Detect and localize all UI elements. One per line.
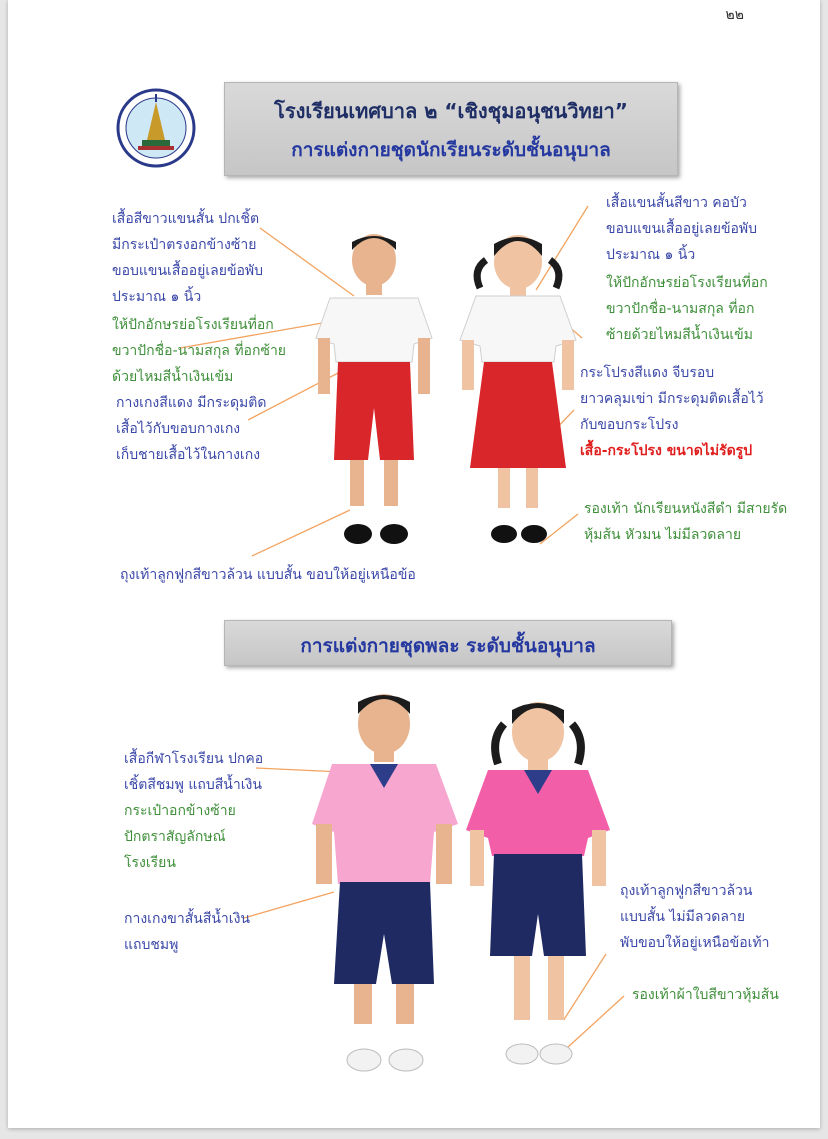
text-line: แบบสั้น ไม่มีลวดลาย [620, 909, 746, 925]
text-line: กางเกงสีแดง มีกระดุมติด [116, 395, 267, 411]
school-logo [116, 88, 196, 168]
text-line: ประมาณ ๑ นิ้ว [606, 247, 696, 263]
text-line: แถบชมพู [124, 937, 179, 953]
text-line: เสื้อสีขาวแขนสั้น ปกเชิ้ต [112, 211, 260, 227]
girl-skirt-description [580, 360, 764, 464]
pe-shorts-description [124, 906, 250, 958]
page-number: ๒๒ [725, 7, 744, 23]
text-line: กับขอบกระโปรง [580, 417, 679, 433]
text-line: เชิ้ตสีชมพู แถบสีน้ำเงิน [124, 777, 262, 793]
boy-shirt-description [112, 206, 263, 310]
text-line: มีกระเป๋าตรงอกข้างซ้าย [112, 237, 257, 253]
text-line: เสื้อแขนสั้นสีขาว คอบัว [606, 195, 747, 211]
text-line: เก็บชายเสื้อไว้ในกางเกง [116, 447, 261, 463]
text-line: ถุงเท้าลูกฟูกสีขาวล้วน [620, 883, 753, 899]
girl-embroidery-description [606, 270, 768, 348]
text-line: โรงเรียน [124, 855, 176, 871]
pe-socks-description [620, 878, 770, 956]
text-line: ให้ปักอักษรย่อโรงเรียนที่อก [112, 317, 274, 333]
boy-uniform-figure [308, 228, 440, 554]
pe-shoes-description: รองเท้าผ้าใบสีขาวหุ้มส้น [632, 987, 779, 1003]
socks-description: ถุงเท้าลูกฟูกสีขาวล้วน แบบสั้น ขอบให้อยู่เหนือข้อ [120, 567, 416, 583]
text-line: พับขอบให้อยู่เหนือข้อเท้า [620, 935, 770, 951]
boy-pe-figure [308, 684, 468, 1076]
document-page [8, 0, 820, 1128]
pe-title: การแต่งกายชุดพละ ระดับชั้นอนุบาล [300, 635, 596, 657]
shoes-description [584, 496, 787, 548]
text-line: ขวาปักชื่อ-นามสกุล ที่อกซ้าย [112, 343, 287, 359]
girl-uniform-figure [452, 230, 584, 552]
fit-note: เสื้อ-กระโปรง ขนาดไม่รัดรูป [580, 443, 753, 459]
header-banner [224, 82, 678, 176]
text-line: รองเท้า นักเรียนหนังสีดำ มีสายรัด [584, 501, 788, 517]
pe-shirt-description [124, 746, 263, 876]
text-line: ขอบแขนเสื้ออยู่เลยข้อพับ [112, 263, 264, 279]
text-line: ให้ปักอักษรย่อโรงเรียนที่อก [606, 275, 768, 291]
text-line: หุ้มส้น หัวมน ไม่มีลวดลาย [584, 527, 742, 543]
text-line: กระเป๋าอกข้างซ้าย [124, 803, 236, 819]
uniform-subtitle: การแต่งกายชุดนักเรียนระดับชั้นอนุบาล [291, 139, 611, 161]
text-line: ปักตราสัญลักษณ์ [124, 829, 226, 845]
school-name: โรงเรียนเทศบาล ๒ “เชิงชุมอนุชนวิทยา” [274, 99, 628, 123]
text-line: ยาวคลุมเข่า มีกระดุมติดเสื้อไว้ [580, 391, 764, 407]
text-line: กางเกงขาสั้นสีน้ำเงิน [124, 911, 250, 927]
text-line: ขอบแขนเสื้ออยู่เลยข้อพับ [606, 221, 758, 237]
pe-banner [224, 620, 672, 666]
text-line: ด้วยไหมสีน้ำเงินเข้ม [112, 369, 234, 385]
text-line: ขวาปักชื่อ-นามสกุล ที่อก [606, 301, 755, 317]
boy-shorts-description [116, 390, 266, 468]
text-line: เสื้อไว้กับขอบกางเกง [116, 421, 241, 437]
boy-embroidery-description [112, 312, 286, 390]
text-line: กระโปรงสีแดง จีบรอบ [580, 365, 715, 381]
text-line: ซ้ายด้วยไหมสีน้ำเงินเข้ม [606, 327, 753, 343]
text-line: ประมาณ ๑ นิ้ว [112, 289, 202, 305]
girl-pe-figure [464, 694, 614, 1074]
text-line: เสื้อกีฬาโรงเรียน ปกคอ [124, 751, 264, 767]
girl-shirt-description [606, 190, 757, 268]
